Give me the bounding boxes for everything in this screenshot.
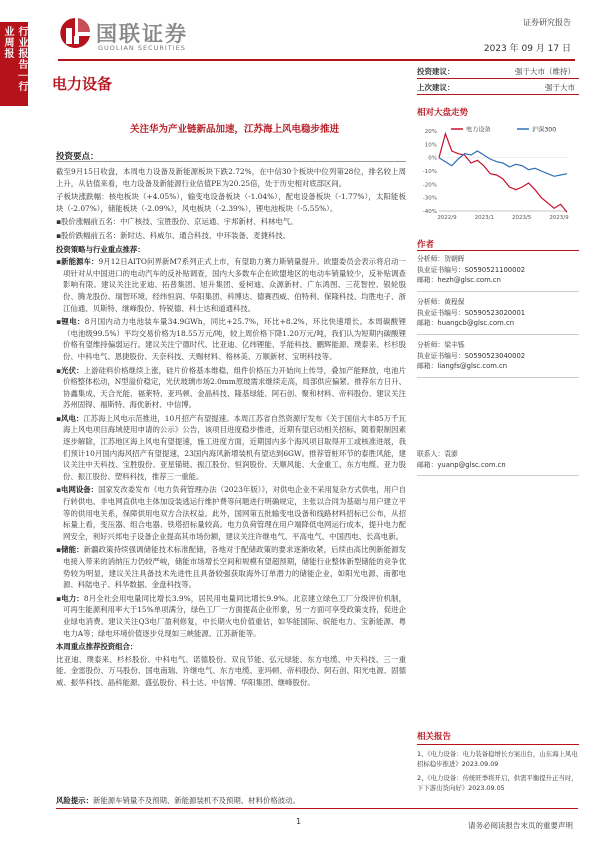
author-email-label: 邮箱： <box>417 319 438 327</box>
sector-label: 电网设备： <box>61 485 99 495</box>
author-name <box>417 297 579 308</box>
rating-divider <box>417 78 579 79</box>
authors-heading: 作者 <box>417 240 435 250</box>
author-email-label: 邮箱： <box>417 276 438 284</box>
risk-text: 新能源车销量不及预期、新能源装机不及预期、材料价格波动。 <box>92 796 300 805</box>
bullet-icon: ▪ <box>56 230 62 240</box>
authors-divider <box>417 250 579 251</box>
author-name-value: 梁丰铄 <box>444 341 465 349</box>
author-email-label: 邮箱： <box>417 460 438 469</box>
bullet-icon: ▪ <box>56 593 62 603</box>
author-cert <box>417 308 579 319</box>
trend-heading: 相对大盘走势 <box>417 108 469 118</box>
bullet-paragraph <box>56 216 406 228</box>
legend-label: 电力设备 <box>466 126 491 134</box>
bullet-icon: ▪ <box>56 217 62 227</box>
company-logo <box>58 16 228 56</box>
rating-previous-value: 强于大市 <box>545 83 575 92</box>
bullet-icon: ▪ <box>56 545 62 555</box>
report-date: 2023 年 09 月 17 日 <box>483 44 571 54</box>
bullet-paragraph <box>56 230 406 242</box>
author-cert <box>417 351 579 362</box>
body-paragraph: 比亚迪、璞泰来、杉杉股份、中科电气、诺德股份、双良节能、弘元绿能、东方电缆、中天科技、三一重能、金雷股份、万马股份、国电南瑞、许继电气、东方电缆、亚玛顿、帝科股份、阿石创、阳光电源、固德威、振华科技、晶科能源、盛弘股份、科士达、中信博、华阳集团、继峰股份。 <box>56 654 406 687</box>
sector-label: 储能： <box>61 545 84 555</box>
body-paragraph: 子板块涨跌幅：核电板块（+4.05%），输变电设备板块（-1.04%），配电设备板块（-1.77%），太阳能板块（-2.07%），储能板块（-2.09%），风电板块（-2.39%），锂电池板块（-5.55%）。 <box>56 192 406 213</box>
author-email-value: liangfs@glsc.com.cn <box>437 362 508 370</box>
author-cert <box>417 265 579 276</box>
sector-title: 电力设备 <box>52 75 113 93</box>
x-tick-label: 2022/9 <box>437 215 457 221</box>
sector-text: 新疆政策持续强调储能技术标准配储，各地对于配储政策的要求逐渐收紧，后续由高比例新能源发电接入带来的消纳压力仍较严峻，储能市场增长空间和规模有望超预期，储能行业整体新型储能的竞争优势较为明显，建议关注具备技术先进性且具备较强获取海外订单潜力的储能企业，如阳光电源、南都电源、科陆电子、科华数据、金盘科技等。 <box>63 545 406 590</box>
sector-paragraph <box>56 316 406 362</box>
author-cert-value: S0590523020001 <box>464 308 526 317</box>
page-number: 1 <box>296 817 302 826</box>
rating-current-label: 投资建议： <box>417 67 455 76</box>
author-card <box>417 449 579 470</box>
sector-paragraph <box>56 544 406 590</box>
author-name-value: 袁澎 <box>444 450 458 458</box>
bullet-icon: ▪ <box>56 365 62 375</box>
bullet-icon: ▪ <box>56 413 62 423</box>
x-tick-label: 2023/1 <box>474 215 495 221</box>
logo-text-en: GUOLIAN SECURITIES <box>98 44 186 52</box>
x-tick-label: 2023/9 <box>549 215 569 221</box>
bullet-icon: ▪ <box>56 257 62 267</box>
author-name-value: 贺朝晖 <box>444 255 465 263</box>
author-name-label: 分析师： <box>417 341 445 349</box>
related-report-item[interactable]: 2、《电力设备：传统旺季将开启，供需平衡提升正当时，下下游出货向好》2023.09.05 <box>417 773 578 792</box>
footer-divider <box>56 808 578 809</box>
header-divider <box>58 59 575 61</box>
y-tick-label: -20% <box>422 182 437 189</box>
related-items <box>417 749 579 793</box>
related-heading: 相关报告 <box>417 732 452 742</box>
author-email-label: 邮箱： <box>417 362 438 370</box>
report-body <box>56 166 406 691</box>
author-divider <box>417 334 579 335</box>
logo-mark-icon <box>58 16 92 52</box>
x-tick-label: 2023/5 <box>511 215 532 221</box>
author-name <box>417 340 579 351</box>
y-tick-label: 20% <box>424 129 437 135</box>
sector-text: 江苏海上风电示范推进，10月招产有望提速。本周江苏省自然资源厅发布《关于国信大丰85万千瓦海上风电项目海域使用申请的公示》公告，该项目进度稳步推进，近期有望启动相关招标，随着限制因素逐步解除，江苏地区海上风电有望提速，施工进度方面，近期国内多个海风项目取得开工或核准进展，我们预计10月国内海风招产有望提速，23国内海风新增装机有望达到6GW。推荐管桩环节的泰胜风能，建议关注中天科技、宝胜股份、亚星锚链、振江股份、恒润股份、天顺风能、大金重工、东方电缆、亚力股份、振江股份、塑料科技，推荐三一重能。 <box>63 413 406 481</box>
sector-text: 上游硅料价格继续上涨，硅片价格基本维稳，组件价格压力开始向上传导，叠加产能释放，电池片价格整体松动，N型溢价稳定，光伏玻璃市场2.0mm原玻需求继续走高，局部供应偏紧。推荐东方日升、协鑫集成、天合光能、福莱特、亚玛顿、金晶科技、隆基绿能、阿石创、聚和材料、帝科股份、建议关注苏州固锝、福斯特、海优新材、中信博。 <box>63 365 406 410</box>
author-card <box>417 340 579 372</box>
author-name <box>417 449 579 460</box>
author-card <box>417 254 579 286</box>
author-divider <box>417 475 579 476</box>
sector-paragraph <box>56 365 406 411</box>
logo-text-cn: 国联证券 <box>96 22 188 46</box>
y-tick-label: 0% <box>428 155 437 162</box>
section-subheading: 投资策略与行业重点推荐： <box>56 244 145 254</box>
series-line <box>439 134 567 213</box>
footer-disclaimer: 请务必阅读报告末页的重要声明 <box>468 821 573 830</box>
author-divider <box>417 291 579 292</box>
sector-text: 9月12日AITO问界新M7系列正式上市，有望助力赛力斯销量提升。欧盟委员会表示将启动一项针对从中国进口的电动汽车的反补贴调查，国内大多数车企在欧盟地区的电动车销量较少，反补贴调查影响有限。建议关注比亚迪、拓普集团、旭升集团、爱柯迪、众源新材、广东鸿图、三花智控、银轮股份、腾龙股份、瑞智环境、经纬恒润、华阳集团、科博达、德赛西威、伯特利、保隆科技、均胜电子、浙江仙通、贝斯特、继峰股份、特锐德、科士达和道通科技。 <box>63 257 406 313</box>
sector-text: 国家发改委发布《电力负荷管理办法（2023年版）》，对供电企业不采用复杂方式供电，用户自行转供电、非电网直供电主体加设装逃运行维护费等问题进行明确规定，主张以合同为基础与用户建立平等的供用电关系，保障供用电双方合法权益。此外，国网第五批输变电设备和线路材料招标已公布，从招标量上看，变压器、组合电器、铁塔招标量较高。电力负荷管理在用户端降低电网运行成本，提升电力配网安全，利好兴邦电子设备企业提高其市场份额，建议关注许继电气、平高电气、中国西电、长高电新。 <box>63 485 406 541</box>
body-paragraph: 截至9月15日收盘，本周电力设备及新能源板块下跌2.72%，在中信30个板块中位列第28位，排名较上周上升，从估值来看，电力设备及新能源行业估值PE为20.25倍，处于历史相对底部区间。 <box>56 167 406 188</box>
author-name <box>417 254 579 265</box>
related-reports <box>417 732 579 797</box>
author-email <box>417 275 579 286</box>
author-email-value: yuanp@glsc.com.cn <box>437 460 506 469</box>
y-tick-label: 10% <box>424 142 437 149</box>
related-report-item[interactable]: 1、《电力设备：电力装备稳增长方案出台，山东海上风电招标稳步推进》2023.09.09 <box>417 749 578 768</box>
bullet-icon: ▪ <box>56 485 62 495</box>
sector-label: 光伏： <box>61 365 84 375</box>
author-name-label: 联系人： <box>417 450 445 458</box>
sector-text: 8月全社会用电量同比增长3.9%，居民用电量同比增长9.9%。北京建立绿色工厂分级评价机制，可再生能源利用率大于15%单项满分，绿色工厂一方面提高企业形象，另一方面可享受政策支持，促进企业绿电消费。建议关注Q3电厂盈利修复，中长期火电价值重估，如华能国际、皖能电力、宝新能源、粤电力A等；绿电环境价值逐步兑现如三峡能源、江苏新能等。 <box>63 593 406 638</box>
sector-paragraph <box>56 413 406 483</box>
author-divider <box>417 377 579 378</box>
report-type: 证券研究报告 <box>523 18 571 27</box>
summary-label: 投资要点： <box>56 152 99 162</box>
author-email-value: huangcb@glsc.com.cn <box>437 319 515 327</box>
author-email <box>417 460 579 471</box>
sector-label: 新能源车： <box>61 257 99 267</box>
y-tick-label: -30% <box>422 195 437 202</box>
bullet-text: 股价跌幅前五名：新时达、科威尔、通合科技、中环装备、麦捷科技。 <box>61 230 291 240</box>
rating-divider <box>417 94 579 95</box>
author-email-value: hezh@glsc.com.cn <box>437 276 501 284</box>
author-cert-value: S0590521100002 <box>464 265 526 274</box>
risk-warning <box>56 795 406 806</box>
legend-label: 沪深300 <box>532 126 557 134</box>
report-category-sidebar: 行业报告｜行业周报 <box>0 22 28 106</box>
author-cert-label: 执业证书编号： <box>417 308 465 317</box>
author-email <box>417 318 579 329</box>
sector-label: 锂电： <box>61 317 85 327</box>
sector-paragraph <box>56 593 406 639</box>
rating-previous-label: 上次建议： <box>417 83 455 92</box>
y-tick-label: -40% <box>422 209 437 215</box>
related-divider <box>417 744 579 745</box>
report-headline: 关注华为产业链新品加速，江苏海上风电稳步推进 <box>130 124 340 135</box>
relative-performance-chart <box>417 123 579 223</box>
rating-current-value: 强于大市（维持） <box>515 67 575 76</box>
section-subheading: 本周重点推荐投资组合： <box>56 642 138 652</box>
sector-paragraph <box>56 256 406 314</box>
sector-label: 电力： <box>61 593 84 603</box>
sector-text: 8月国内动力电池装车量34.9GWh，同比+25.7%，环比+8.2%，环比快速增长。本周碳酸锂（电池级99.5%）平均交易价格为18.55万元/吨，较上周价格下降1.20万元/吨，我们认为短期内碳酸锂价格有望维持偏弱运行。建议关注宁德时代、比亚迪、亿纬锂能、孚能科技、鹏辉能源、璞泰来、杉杉股份、中科电气、恩捷股份、天奈科技、天赐材料、格林美、万顺新材、宝明科技等。 <box>63 317 406 361</box>
y-tick-label: -10% <box>422 169 437 175</box>
author-cert-label: 执业证书编号： <box>417 351 465 360</box>
bullet-icon: ▪ <box>56 317 62 327</box>
author-name-label: 分析师： <box>417 298 445 306</box>
sector-paragraph <box>56 484 406 542</box>
series-line <box>439 151 567 176</box>
author-email <box>417 361 579 372</box>
author-cert-label: 执业证书编号： <box>417 265 465 274</box>
risk-label: 风险提示： <box>56 796 93 805</box>
author-name-label: 分析师： <box>417 255 445 263</box>
summary-divider <box>56 161 406 162</box>
author-card <box>417 297 579 329</box>
author-name-value: 黄程保 <box>444 298 465 306</box>
author-cert-value: S0590523040002 <box>464 351 526 360</box>
sector-label: 风电： <box>61 413 84 423</box>
bullet-text: 股价涨幅前五名：中广核技、宝胜股份、京运通、宇邦新材、科林电气。 <box>61 217 298 227</box>
